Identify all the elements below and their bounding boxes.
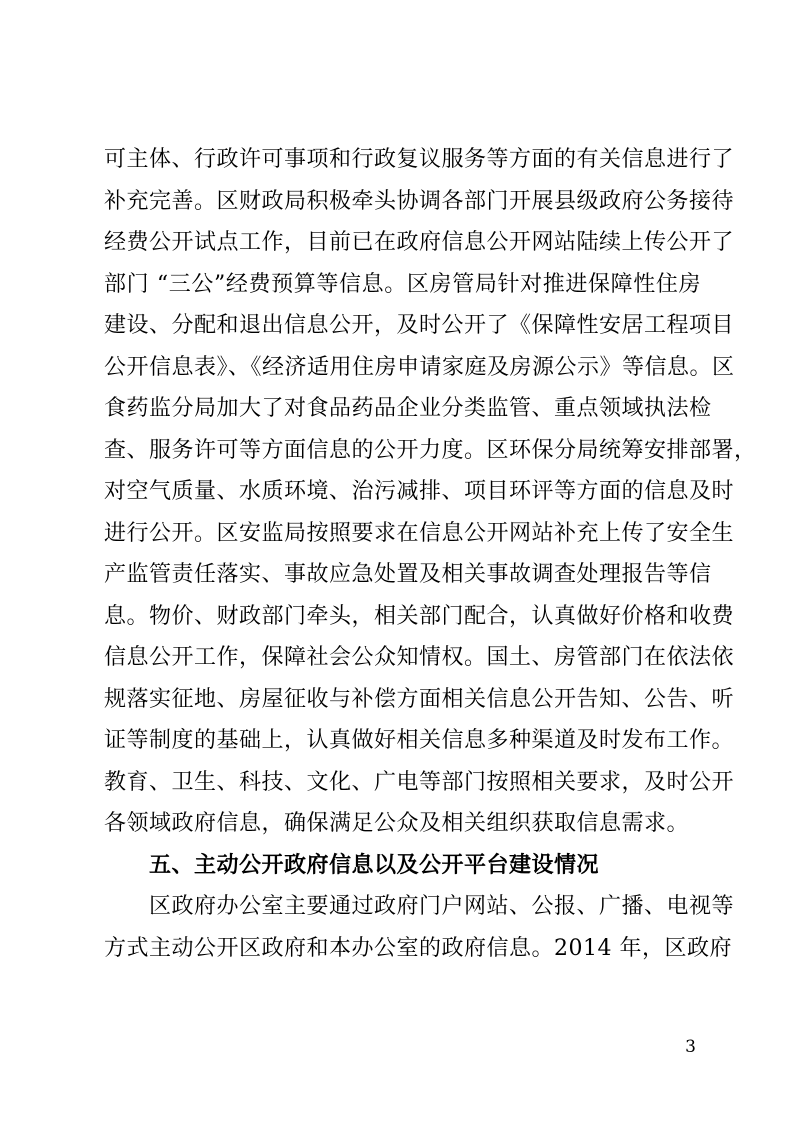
section-heading: 五、主动公开政府信息以及公开平台建设情况: [149, 852, 600, 878]
text-line: 可主体、行政许可事项和行政复议服务等方面的有关信息进行了: [104, 147, 735, 172]
text-line: 公开信息表》、《经济适用住房申请家庭及房源公示》等信息。区: [104, 354, 735, 380]
page-number: 3: [685, 1037, 696, 1057]
paragraph-end-line: 各领域政府信息，确保满足公众及相关组织获取信息需求。: [104, 811, 690, 836]
text-line: 产监管责任落实、事故应急处置及相关事故调查处理报告等信: [104, 562, 712, 587]
text-line: 查、服务许可等方面信息的公开力度。区环保分局统筹安排部署，: [104, 437, 757, 463]
text-line: 对空气质量、水质环境、治污减排、项目环评等方面的信息及时: [104, 479, 735, 504]
text-line: 息。物价、财政部门牵头，相关部门配合，认真做好价格和收费: [104, 603, 735, 629]
text-line: 方式主动公开区政府和本办公室的政府信息。2014 年，区政府: [104, 935, 732, 961]
text-line: 证等制度的基础上，认真做好相关信息多种渠道及时发布工作。: [104, 728, 735, 753]
document-text-block: [104, 139, 757, 969]
text-line: 规落实征地、房屋征收与补偿方面相关信息公开告知、公告、听: [104, 686, 735, 712]
text-line: 教育、卫生、科技、文化、广电等部门按照相关要求，及时公开: [104, 769, 735, 795]
paragraph-start-line: 区政府办公室主要通过政府门户网站、公报、广播、电视等: [149, 894, 735, 919]
text-line: 补充完善。区财政局积极牵头协调各部门开展县级政府公务接待: [104, 188, 735, 214]
text-line: 经费公开试点工作，目前已在政府信息公开网站陆续上传公开了: [104, 230, 735, 255]
text-line: 进行公开。区安监局按照要求在信息公开网站补充上传了安全生: [104, 520, 735, 546]
text-line: 信息公开工作，保障社会公众知情权。国土、房管部门在依法依: [104, 645, 735, 670]
text-line: 建设、分配和退出信息公开，及时公开了《保障性安居工程项目: [104, 313, 735, 338]
text-line: 部门 “三公”经费预算等信息。区房管局针对推进保障性住房: [104, 271, 701, 297]
text-line: 食药监分局加大了对食品药品企业分类监管、重点领域执法检: [104, 396, 712, 421]
